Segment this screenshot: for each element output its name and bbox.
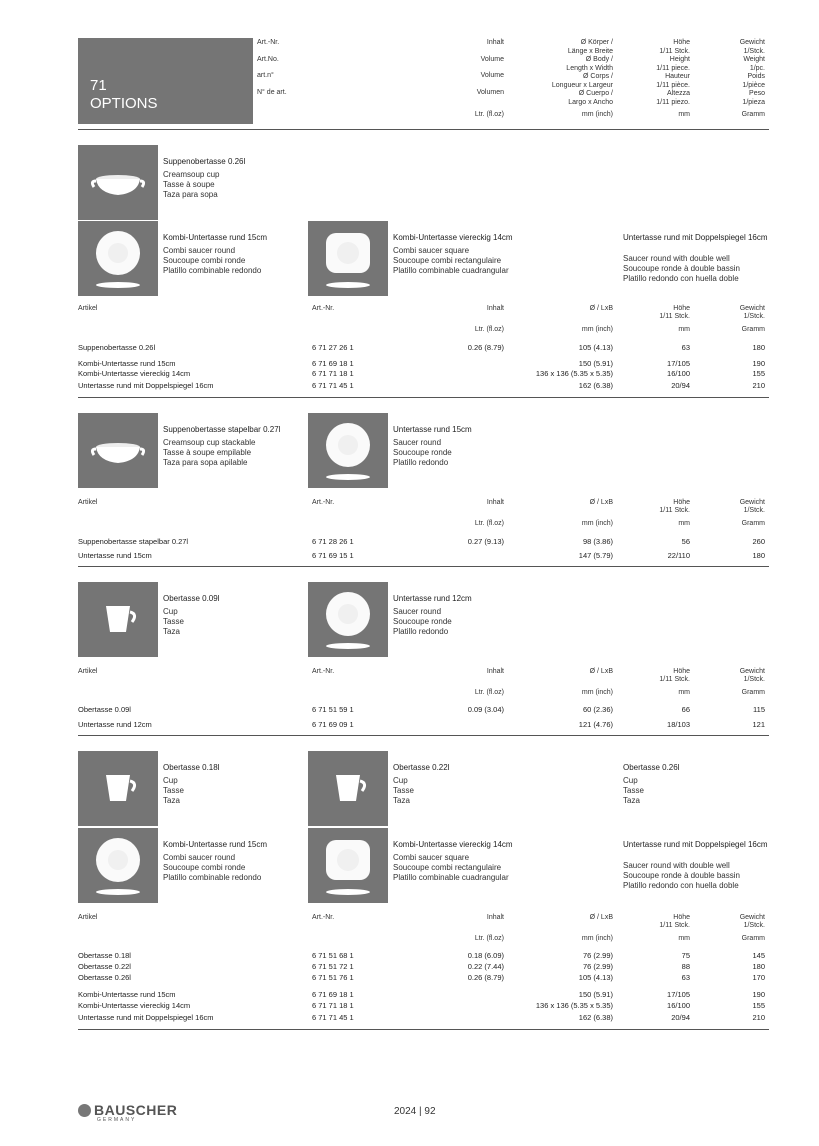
product-title: Kombi-Untertasse rund 15cm (163, 840, 268, 849)
table-header: Ø / LxB (589, 668, 613, 675)
table-header: mm (678, 326, 690, 333)
table-cell: 0.27 (9.13) (467, 537, 504, 546)
product-description (163, 246, 261, 276)
product-title: Kombi-Untertasse viereckig 14cm (393, 233, 513, 242)
description-line: Platillo combinable redondo (163, 873, 262, 882)
table-cell: 162 (6.38) (578, 381, 613, 390)
description-line: Soucoupe combi ronde (163, 256, 246, 265)
table-cell: 105 (4.13) (578, 973, 613, 982)
brand-mark-icon (78, 1104, 91, 1117)
description-line: Platillo redondo con huella doble (623, 881, 739, 890)
table-header: mm (678, 935, 690, 942)
table-cell: 190 (752, 359, 765, 368)
table-cell: Suppenobertasse 0.26l (78, 343, 156, 352)
description-line: Tasse à soupe (163, 180, 215, 189)
block-divider (78, 566, 769, 567)
description-line: Taza para sopa (163, 190, 218, 199)
table-cell: 18/103 (667, 720, 690, 729)
product-description (163, 438, 256, 468)
header-inhalt-col: Inhalt Volume Volume Volumen (476, 39, 504, 96)
table-header: 1/Stck. (743, 313, 765, 320)
description-line: Combi saucer square (393, 853, 470, 862)
product-description (393, 853, 509, 883)
product-title: Suppenobertasse 0.26l (163, 157, 246, 166)
product-title: Obertasse 0.22l (393, 763, 450, 772)
table-cell: 260 (752, 537, 765, 546)
table-cell: 20/94 (671, 381, 690, 390)
description-line: Cup (393, 776, 408, 785)
table-header: Gewicht (739, 668, 765, 675)
section-title: OPTIONS (90, 95, 158, 112)
table-cell: 121 (752, 720, 765, 729)
table-cell: 147 (5.79) (578, 551, 613, 560)
table-cell: 150 (5.91) (578, 990, 613, 999)
table-header: Art.-Nr. (312, 305, 335, 312)
product-title: Untertasse rund 15cm (393, 425, 472, 434)
table-cell: 6 71 69 15 1 (312, 551, 354, 560)
header-label-col: Art.-Nr. Art.No. art.n° N° de art. (257, 39, 287, 96)
table-cell: 16/100 (667, 369, 690, 378)
header-unit-hoehe: mm (678, 111, 690, 118)
description-line: Taza (163, 627, 180, 636)
description-line: Tasse (623, 786, 644, 795)
table-header: Ltr. (fl.oz) (474, 520, 504, 527)
description-line: Taza (393, 796, 410, 805)
table-cell: Kombi-Untertasse rund 15cm (78, 990, 176, 999)
table-header: Ltr. (fl.oz) (474, 935, 504, 942)
description-line: Saucer round (393, 438, 442, 447)
description-line: Tasse (163, 786, 184, 795)
table-cell: 6 71 28 26 1 (312, 537, 354, 546)
product-image (308, 828, 388, 903)
description-line: Tasse à soupe empilable (163, 448, 252, 457)
product-image (308, 413, 388, 488)
product-description (163, 776, 184, 806)
description-line: Platillo combinable cuadrangular (393, 266, 509, 275)
product-image (78, 828, 158, 903)
description-line: Creamsoup cup stackable (163, 438, 256, 447)
description-line: Platillo redondo (393, 627, 449, 636)
table-cell: 0.26 (8.79) (467, 973, 504, 982)
section-title-box (78, 38, 253, 124)
table-cell: Suppenobertasse stapelbar 0.27l (78, 537, 189, 546)
table-header: Artikel (78, 499, 98, 506)
product-image (78, 413, 158, 488)
table-header: Art.-Nr. (312, 668, 335, 675)
table-cell: 145 (752, 951, 765, 960)
block-divider (78, 1029, 769, 1030)
table-header: Ø / LxB (589, 499, 613, 506)
table-header: Ltr. (fl.oz) (474, 689, 504, 696)
product-image (78, 582, 158, 657)
product-description (163, 170, 219, 200)
table-cell: 6 71 51 72 1 (312, 962, 354, 971)
table-cell: 180 (752, 551, 765, 560)
table-header: Artikel (78, 914, 98, 921)
table-cell: 6 71 27 26 1 (312, 343, 354, 352)
product-image (78, 221, 158, 296)
table-header: Inhalt (486, 499, 504, 506)
description-line: Taza (623, 796, 640, 805)
brand-sub: GERMANY (97, 1117, 137, 1123)
description-line: Soucoupe ronde (393, 448, 452, 457)
table-cell: 155 (752, 1001, 765, 1010)
description-line: Saucer round with double well (623, 254, 730, 263)
table-cell: Untertasse rund 12cm (78, 720, 152, 729)
description-line: Cup (163, 607, 178, 616)
description-line: Platillo combinable cuadrangular (393, 873, 509, 882)
table-header: Inhalt (486, 305, 504, 312)
table-header: 1/11 Stck. (659, 507, 690, 514)
table-header: mm (inch) (581, 689, 613, 696)
table-cell: 75 (681, 951, 690, 960)
table-cell: 63 (681, 343, 690, 352)
table-header: Gewicht (739, 499, 765, 506)
table-header: 1/11 Stck. (659, 922, 690, 929)
table-header: Gramm (741, 326, 765, 333)
table-cell: 88 (681, 962, 690, 971)
table-header: Artikel (78, 668, 98, 675)
table-cell: Obertasse 0.22l (78, 962, 131, 971)
table-header: 1/11 Stck. (659, 676, 690, 683)
product-title: Kombi-Untertasse viereckig 14cm (393, 840, 513, 849)
description-line: Soucoupe ronde à double bassin (623, 871, 740, 880)
product-image (308, 221, 388, 296)
description-line: Soucoupe combi ronde (163, 863, 246, 872)
table-cell: 6 71 71 45 1 (312, 1013, 354, 1022)
table-cell: 0.09 (3.04) (467, 705, 504, 714)
table-header: Gramm (741, 935, 765, 942)
product-title: Obertasse 0.18l (163, 763, 220, 772)
description-line: Platillo combinable redondo (163, 266, 262, 275)
description-line: Soucoupe ronde à double bassin (623, 264, 740, 273)
header-divider (78, 129, 769, 130)
table-header: 1/Stck. (743, 507, 765, 514)
product-description (393, 246, 509, 276)
header-unit-koerper: mm (inch) (581, 111, 613, 118)
product-title: Obertasse 0.09l (163, 594, 220, 603)
description-line: Tasse (163, 617, 184, 626)
description-line: Combi saucer round (163, 246, 236, 255)
table-header: 1/Stck. (743, 922, 765, 929)
table-cell: 155 (752, 369, 765, 378)
table-cell: 56 (681, 537, 690, 546)
table-cell: Obertasse 0.09l (78, 705, 131, 714)
table-cell: 210 (752, 381, 765, 390)
product-title: Untertasse rund mit Doppelspiegel 16cm (623, 233, 768, 242)
table-cell: 6 71 69 18 1 (312, 359, 354, 368)
block-divider (78, 397, 769, 398)
description-line: Soucoupe combi rectangulaire (393, 863, 502, 872)
table-header: Ø / LxB (589, 914, 613, 921)
table-cell: Kombi-Untertasse rund 15cm (78, 359, 176, 368)
table-cell: Untertasse rund mit Doppelspiegel 16cm (78, 1013, 214, 1022)
product-image (308, 582, 388, 657)
product-image (308, 751, 388, 826)
table-header: Inhalt (486, 668, 504, 675)
table-cell: 6 71 69 09 1 (312, 720, 354, 729)
product-description (623, 861, 740, 891)
table-cell: 180 (752, 343, 765, 352)
table-cell: 136 x 136 (5.35 x 5.35) (535, 369, 613, 378)
table-header: mm (678, 689, 690, 696)
product-image (78, 751, 158, 826)
description-line: Platillo redondo con huella doble (623, 274, 739, 283)
description-line: Tasse (393, 786, 414, 795)
product-description (623, 776, 644, 806)
table-cell: 17/105 (667, 990, 690, 999)
description-line: Platillo redondo (393, 458, 449, 467)
table-header: Inhalt (486, 914, 504, 921)
product-title: Obertasse 0.26l (623, 763, 680, 772)
product-title: Kombi-Untertasse rund 15cm (163, 233, 268, 242)
table-cell: 6 71 51 59 1 (312, 705, 354, 714)
description-line: Saucer round with double well (623, 861, 730, 870)
table-cell: 190 (752, 990, 765, 999)
table-cell: 0.18 (6.09) (467, 951, 504, 960)
table-header: Art.-Nr. (312, 914, 335, 921)
table-header: 1/Stck. (743, 676, 765, 683)
table-cell: Kombi-Untertasse viereckig 14cm (78, 369, 191, 378)
table-cell: 60 (2.36) (582, 705, 613, 714)
table-cell: 105 (4.13) (578, 343, 613, 352)
table-header: Höhe (673, 305, 690, 312)
table-header: Ltr. (fl.oz) (474, 326, 504, 333)
table-cell: 162 (6.38) (578, 1013, 613, 1022)
table-header: Ø / LxB (589, 305, 613, 312)
header-gewicht-col: Gewicht 1/Stck. Weight 1/pc. Poids 1/pièce Peso 1/pieza (739, 39, 765, 106)
product-description (393, 776, 414, 806)
table-header: Artikel (78, 305, 98, 312)
description-line: Taza para sopa apilable (163, 458, 248, 467)
table-cell: 180 (752, 962, 765, 971)
product-title: Untertasse rund 12cm (393, 594, 472, 603)
product-image (78, 145, 158, 220)
description-line: Saucer round (393, 607, 442, 616)
table-cell: 115 (753, 705, 765, 714)
header-koerper-col: Ø Körper / Länge x Breite Ø Body / Length x Width Ø Corps / Longueur x Largeur Ø Cuerpo / Largo x Ancho (551, 39, 613, 106)
table-header: mm (inch) (581, 520, 613, 527)
table-header: Gramm (741, 520, 765, 527)
table-cell: 6 71 51 76 1 (312, 973, 354, 982)
table-cell: Kombi-Untertasse viereckig 14cm (78, 1001, 191, 1010)
brand-logo: BAUSCHER (78, 1102, 177, 1118)
table-cell: 0.26 (8.79) (467, 343, 504, 352)
product-description (623, 254, 740, 284)
product-title: Untertasse rund mit Doppelspiegel 16cm (623, 840, 768, 849)
table-header: Gewicht (739, 305, 765, 312)
table-cell: 0.22 (7.44) (467, 962, 504, 971)
table-cell: 98 (3.86) (582, 537, 613, 546)
table-cell: 17/105 (667, 359, 690, 368)
product-description (163, 607, 184, 637)
table-header: Höhe (673, 914, 690, 921)
table-header: mm (inch) (581, 935, 613, 942)
table-header: 1/11 Stck. (659, 313, 690, 320)
table-cell: 16/100 (667, 1001, 690, 1010)
description-line: Soucoupe combi rectangulaire (393, 256, 502, 265)
table-header: Art.-Nr. (312, 499, 335, 506)
table-header: Gewicht (739, 914, 765, 921)
table-cell: 6 71 71 18 1 (312, 369, 354, 378)
section-number: 71 (90, 77, 107, 94)
table-cell: 6 71 71 18 1 (312, 1001, 354, 1010)
table-cell: 22/110 (667, 551, 690, 560)
table-cell: 63 (681, 973, 690, 982)
header-hoehe-col: Höhe 1/11 Stck. Height 1/11 piece. Hauteur 1/11 pièce. Altezza 1/11 piezo. (656, 39, 690, 106)
table-header: mm (inch) (581, 326, 613, 333)
table-cell: 6 71 69 18 1 (312, 990, 354, 999)
table-cell: 170 (752, 973, 765, 982)
table-cell: Untertasse rund 15cm (78, 551, 152, 560)
table-cell: 66 (681, 705, 690, 714)
description-line: Soucoupe ronde (393, 617, 452, 626)
table-cell: 150 (5.91) (578, 359, 613, 368)
product-description (393, 607, 452, 637)
table-cell: 6 71 71 45 1 (312, 381, 354, 390)
table-cell: Obertasse 0.26l (78, 973, 131, 982)
table-header: Gramm (741, 689, 765, 696)
table-cell: Obertasse 0.18l (78, 951, 131, 960)
block-divider (78, 735, 769, 736)
description-line: Combi saucer round (163, 853, 236, 862)
table-cell: 136 x 136 (5.35 x 5.35) (535, 1001, 613, 1010)
table-header: Höhe (673, 499, 690, 506)
table-cell: 76 (2.99) (582, 951, 613, 960)
table-cell: 210 (752, 1013, 765, 1022)
table-cell: 76 (2.99) (582, 962, 613, 971)
description-line: Cup (623, 776, 638, 785)
page-number: 2024 | 92 (394, 1106, 436, 1117)
table-cell: 6 71 51 68 1 (312, 951, 354, 960)
description-line: Creamsoup cup (163, 170, 220, 179)
table-cell: Untertasse rund mit Doppelspiegel 16cm (78, 381, 214, 390)
table-cell: 121 (4.76) (578, 720, 613, 729)
table-cell: 20/94 (671, 1013, 690, 1022)
product-description (163, 853, 261, 883)
product-description (393, 438, 452, 468)
table-header: mm (678, 520, 690, 527)
product-title: Suppenobertasse stapelbar 0.27l (163, 425, 281, 434)
description-line: Cup (163, 776, 178, 785)
description-line: Combi saucer square (393, 246, 470, 255)
header-unit-gewicht: Gramm (741, 111, 765, 118)
description-line: Taza (163, 796, 180, 805)
header-unit-inhalt: Ltr. (fl.oz) (474, 111, 504, 118)
table-header: Höhe (673, 668, 690, 675)
